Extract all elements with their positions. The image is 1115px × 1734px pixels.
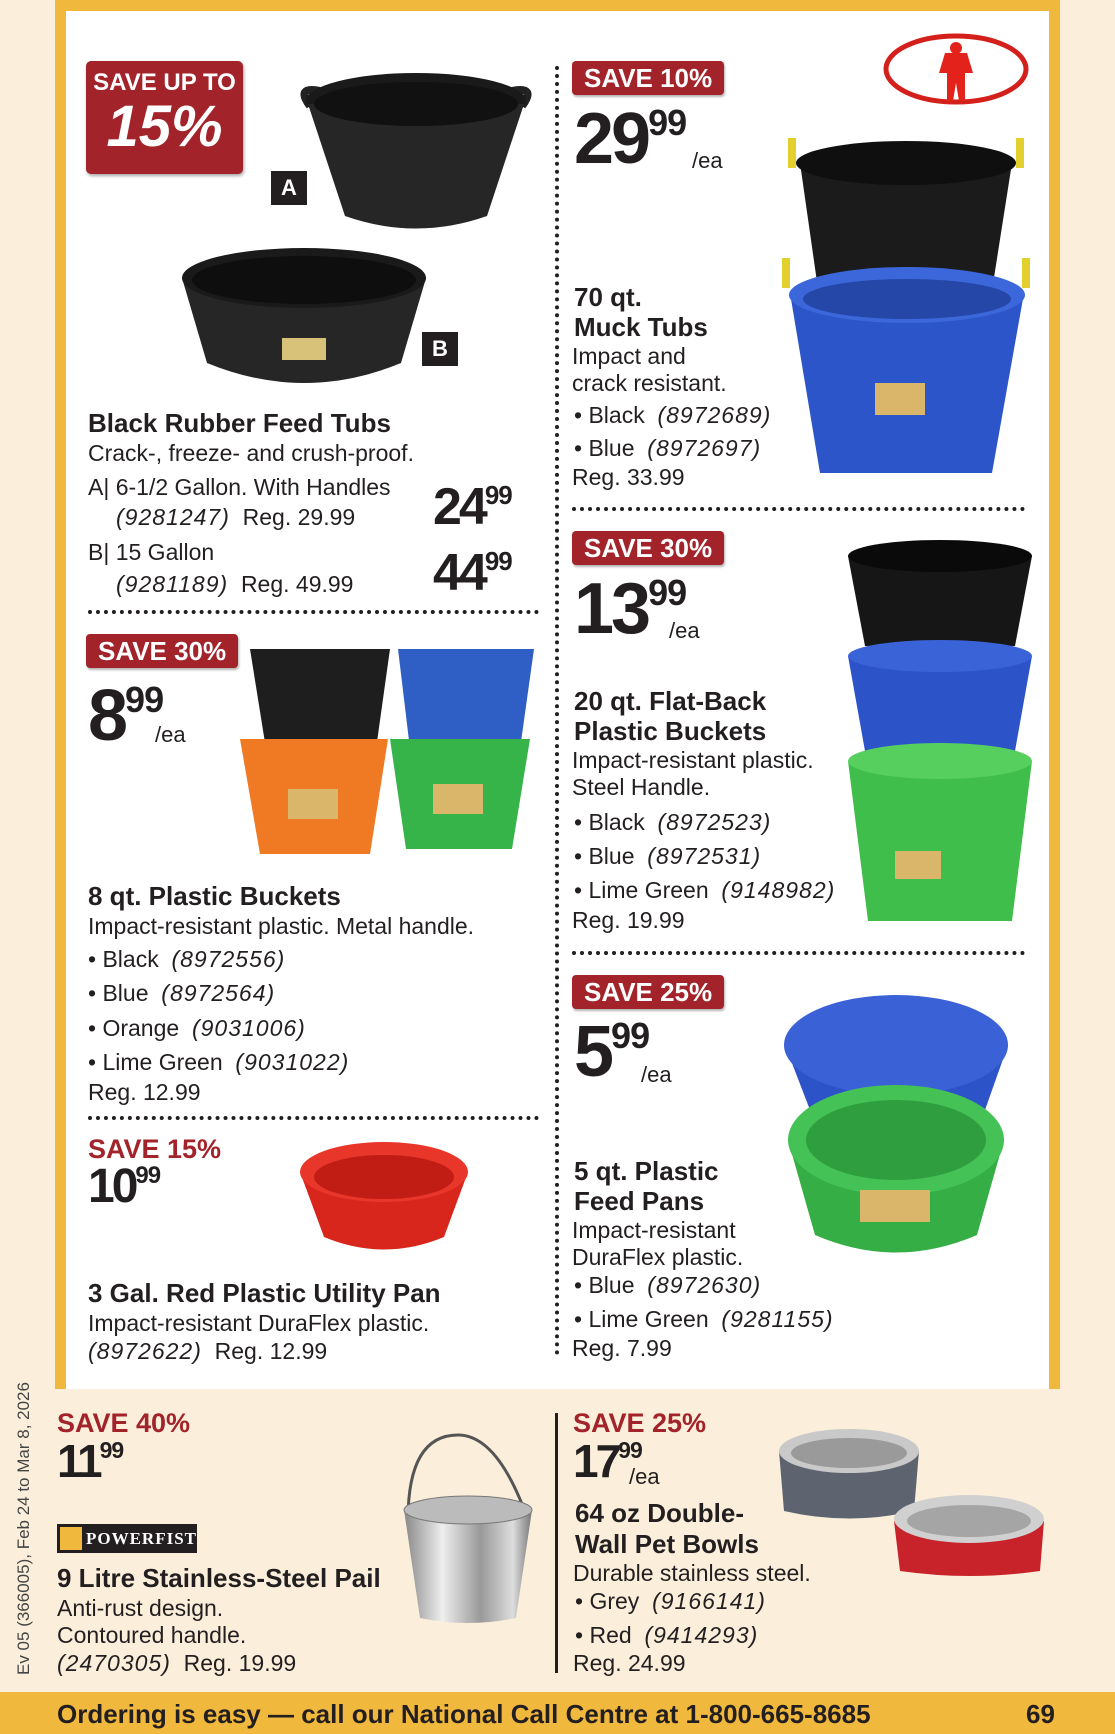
- variant-color: Grey: [589, 1588, 640, 1614]
- price-cents: 99: [618, 1437, 642, 1464]
- divider: [572, 507, 1025, 511]
- sku: (9166141): [652, 1588, 766, 1614]
- variant-color: Blue: [588, 435, 635, 461]
- flat-back-buckets-image: [840, 536, 1040, 929]
- variant-b: B| 15 Gallon: [88, 539, 215, 565]
- variant-a: A| 6-1/2 Gallon. With Handles: [88, 474, 391, 500]
- variant-color: Black: [588, 402, 645, 428]
- badge-line: SAVE UP TO: [93, 69, 236, 96]
- plastic-buckets-image: [238, 639, 542, 863]
- feed-pans-image: [780, 990, 1012, 1261]
- divider: [88, 610, 539, 614]
- regular-price: Reg. 33.99: [572, 464, 685, 490]
- sku: (8972564): [161, 980, 276, 1006]
- sku: (9148982): [721, 877, 836, 903]
- price-b: [433, 544, 512, 602]
- save-text: SAVE 15%: [88, 1134, 222, 1164]
- product-desc: Durable stainless steel.: [573, 1560, 811, 1586]
- product-title: Wall Pet Bowls: [575, 1529, 759, 1559]
- price: [88, 676, 164, 756]
- price-unit: /ea: [629, 1464, 660, 1489]
- regular-price: Reg. 19.99: [183, 1650, 297, 1676]
- variant-item: • Black (8972689): [574, 402, 772, 428]
- sku: (8972697): [647, 435, 762, 461]
- product-title: Muck Tubs: [574, 312, 708, 342]
- sku: (2470305): [57, 1650, 171, 1676]
- save-badge: SAVE 25%: [572, 975, 724, 1009]
- fist-icon: [60, 1527, 82, 1550]
- sku: (9281155): [721, 1306, 834, 1332]
- variant-item: • Lime Green (9148982): [574, 877, 836, 903]
- variant-item: • Black (8972523): [574, 809, 772, 835]
- price-cents: 99: [611, 1014, 650, 1056]
- product-desc: Anti-rust design.: [57, 1595, 224, 1621]
- product-title: 64 oz Double-: [575, 1498, 745, 1528]
- sku: (8972630): [647, 1272, 762, 1298]
- product-desc: Steel Handle.: [572, 774, 711, 800]
- variant-color: Blue: [588, 843, 635, 869]
- sku: (9414293): [644, 1622, 759, 1648]
- product-title: Feed Pans: [574, 1186, 705, 1216]
- variant-color: Lime Green: [102, 1049, 223, 1075]
- price-dollars: 13: [574, 569, 649, 649]
- product-title: Black Rubber Feed Tubs: [88, 408, 391, 438]
- variant-color: Blue: [588, 1272, 635, 1298]
- save-badge: SAVE 30%: [86, 634, 238, 668]
- variant-color: Lime Green: [588, 877, 709, 903]
- product-title: 9 Litre Stainless-Steel Pail: [57, 1563, 381, 1593]
- variant-color: Red: [589, 1622, 632, 1648]
- feed-tub-b-image: [177, 243, 431, 393]
- variant-item: • Blue (8972531): [574, 843, 762, 869]
- price-dollars: 11: [57, 1435, 100, 1487]
- sku: (8972556): [171, 946, 286, 972]
- price: [574, 1012, 650, 1092]
- page-number: 69: [1026, 1699, 1055, 1729]
- price: [88, 1160, 161, 1213]
- save-badge: [86, 61, 243, 174]
- price-cents: 99: [648, 101, 687, 143]
- price: [574, 99, 687, 179]
- variant-item: • Orange (9031006): [88, 1015, 306, 1041]
- divider: [572, 951, 1025, 955]
- divider: [88, 1116, 539, 1120]
- muck-tubs-image: [780, 133, 1034, 487]
- regular-price: Reg. 24.99: [573, 1650, 686, 1676]
- badge-percent: 15%: [106, 94, 223, 159]
- price-dollars: 24: [433, 478, 485, 536]
- variant-color: Lime Green: [588, 1306, 709, 1332]
- regular-price: Reg. 12.99: [214, 1338, 328, 1364]
- product-desc: Impact-resistant plastic.: [572, 747, 814, 773]
- price-cents: 99: [484, 546, 512, 577]
- price-cents: 99: [125, 678, 164, 720]
- product-desc: Impact-resistant DuraFlex plastic.: [88, 1310, 430, 1336]
- product-title: Plastic Buckets: [574, 716, 767, 746]
- red-pan-image: [296, 1137, 473, 1259]
- price-cents: 99: [648, 571, 687, 613]
- sku: (9281247): [116, 504, 230, 530]
- brand-name: POWERFIST: [85, 1528, 197, 1548]
- variant-color: Black: [102, 946, 159, 972]
- little-giant-logo: [883, 33, 1029, 105]
- variant-item: • Blue (8972564): [88, 980, 276, 1006]
- sku: (8972531): [647, 843, 762, 869]
- regular-price: Reg. 29.99: [242, 504, 356, 530]
- variant-color: Blue: [102, 980, 149, 1006]
- call-centre-text: Ordering is easy — call our National Call Centre at 1-800-665-8685: [57, 1699, 871, 1729]
- column-divider: [555, 66, 559, 1356]
- product-title: 70 qt.: [574, 282, 642, 312]
- product-desc: Crack-, freeze- and crush-proof.: [88, 440, 414, 466]
- sku: (9031006): [191, 1015, 306, 1041]
- sku: (8972622): [88, 1338, 202, 1364]
- save-badge: SAVE 30%: [572, 531, 724, 565]
- product-desc: Impact and: [572, 343, 686, 369]
- price: [57, 1435, 124, 1487]
- price-dollars: 17: [573, 1435, 619, 1487]
- price-dollars: 44: [433, 544, 485, 602]
- regular-price: Reg. 19.99: [572, 907, 685, 933]
- variant-item: • Grey (9166141): [575, 1588, 766, 1614]
- variant-item: • Lime Green (9031022): [88, 1049, 350, 1075]
- price-dollars: 5: [574, 1012, 612, 1092]
- label-a: A: [271, 171, 307, 205]
- price-dollars: 8: [88, 676, 126, 756]
- bottom-divider: [555, 1413, 558, 1673]
- sku: (8972689): [657, 402, 772, 428]
- product-title: 3 Gal. Red Plastic Utility Pan: [88, 1278, 441, 1308]
- price-cents: 99: [99, 1437, 124, 1464]
- powerfist-logo: [57, 1524, 197, 1553]
- variant-color: Black: [588, 809, 645, 835]
- save-text: SAVE 40%: [57, 1408, 191, 1438]
- regular-price: Reg. 7.99: [572, 1335, 672, 1361]
- product-desc: DuraFlex plastic.: [572, 1244, 744, 1270]
- product-desc: crack resistant.: [572, 370, 727, 396]
- steel-pail-image: [398, 1430, 536, 1626]
- variant-item: • Red (9414293): [575, 1622, 759, 1648]
- product-title: 5 qt. Plastic: [574, 1156, 719, 1186]
- feed-tub-a-image: [290, 66, 542, 238]
- variant-color: Orange: [102, 1015, 180, 1041]
- product-title: 20 qt. Flat-Back: [574, 686, 767, 716]
- label-b: B: [422, 332, 458, 366]
- sku: (9031022): [235, 1049, 350, 1075]
- pet-bowls-image: [774, 1421, 1045, 1576]
- price-a: [433, 478, 512, 536]
- product-desc: Impact-resistant: [572, 1217, 736, 1243]
- price-unit: /ea: [692, 148, 723, 173]
- price-dollars: 29: [574, 99, 649, 179]
- sku: (9281189): [116, 571, 229, 597]
- variant-item: • Blue (8972697): [574, 435, 762, 461]
- variant-item: • Black (8972556): [88, 946, 286, 972]
- product-desc: Contoured handle.: [57, 1622, 247, 1648]
- footer-bar: [0, 1692, 1115, 1734]
- price-unit: /ea: [669, 618, 700, 643]
- price-cents: 99: [135, 1162, 161, 1190]
- price-cents: 99: [484, 480, 512, 511]
- price-unit: /ea: [155, 722, 186, 747]
- product-title: 8 qt. Plastic Buckets: [88, 881, 341, 911]
- regular-price: Reg. 49.99: [240, 571, 354, 597]
- price-unit: /ea: [641, 1062, 672, 1087]
- variant-item: • Lime Green (9281155): [574, 1306, 834, 1332]
- product-desc: Impact-resistant plastic. Metal handle.: [88, 913, 475, 939]
- price-dollars: 10: [88, 1160, 136, 1213]
- save-text: SAVE 25%: [573, 1408, 707, 1438]
- variant-item: • Blue (8972630): [574, 1272, 762, 1298]
- sku: (8972523): [657, 809, 772, 835]
- regular-price: Reg. 12.99: [88, 1079, 201, 1105]
- save-badge: SAVE 10%: [572, 61, 724, 95]
- flyer-edition-text: Ev 05 (366005), Feb 24 to Mar 8, 2026: [14, 1382, 33, 1675]
